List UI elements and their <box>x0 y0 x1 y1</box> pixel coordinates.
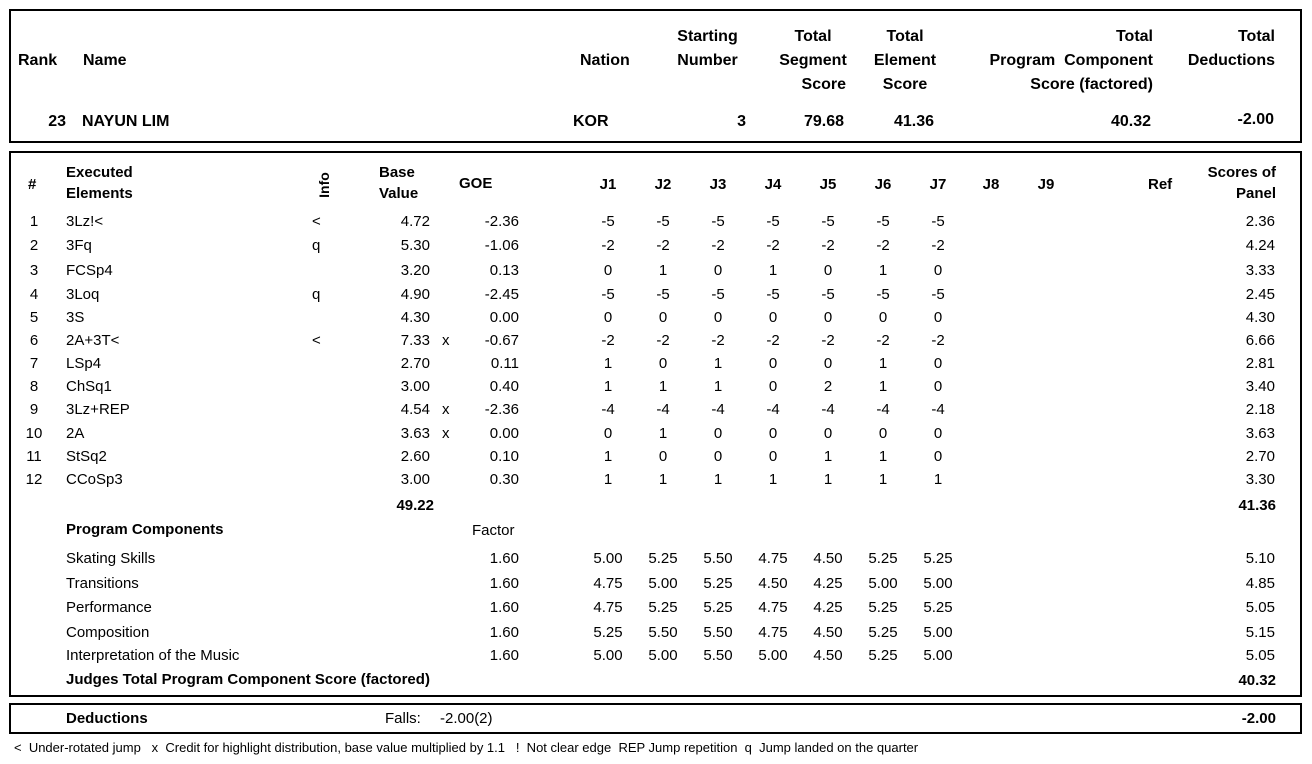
element-number: 9 <box>29 401 39 418</box>
deductions-box <box>9 703 1302 734</box>
component-judge-score: 5.00 <box>593 647 623 664</box>
element-judge-score: 0 <box>768 425 778 442</box>
element-judge-score: 1 <box>713 355 723 372</box>
component-judge-score: 5.25 <box>923 599 953 616</box>
element-judge-score: 1 <box>658 425 668 442</box>
element-code: FCSp4 <box>66 262 113 279</box>
element-judge-score: -5 <box>656 286 670 303</box>
element-base-value: 5.30 <box>400 237 430 254</box>
element-judge-score: 1 <box>933 471 943 488</box>
element-judge-score: 0 <box>823 355 833 372</box>
element-info: < <box>312 213 321 230</box>
element-judge-score: -2 <box>656 237 670 254</box>
element-code: 2A+3T< <box>66 332 120 349</box>
element-judge-score: -5 <box>656 213 670 230</box>
element-goe: -2.36 <box>484 213 519 230</box>
total-segment-score-label <box>758 25 868 97</box>
element-judge-score: -4 <box>876 401 890 418</box>
element-judge-score: 1 <box>603 448 613 465</box>
ded-label-line2: Deductions <box>1187 52 1275 69</box>
component-judge-score: 5.25 <box>703 575 733 592</box>
element-code: LSp4 <box>66 355 102 372</box>
total-segment-score-value: 79.68 <box>803 113 844 130</box>
element-panel-score: 4.30 <box>1245 309 1275 326</box>
element-judge-score: -2 <box>876 332 890 349</box>
element-judge-score: 0 <box>713 448 723 465</box>
element-number: 1 <box>29 213 39 230</box>
element-judge-score: 0 <box>713 309 723 326</box>
element-judge-score: 1 <box>713 471 723 488</box>
total-element-score-label <box>855 25 955 97</box>
starting-label-line2: Number <box>677 52 738 69</box>
component-panel-score: 5.10 <box>1245 550 1275 567</box>
element-judge-score: 1 <box>878 355 888 372</box>
component-name: Skating Skills <box>66 550 156 567</box>
element-code: 3S <box>66 309 85 326</box>
element-bonus-mark: x <box>442 425 450 442</box>
component-panel-score: 5.15 <box>1245 624 1275 641</box>
element-goe: -1.06 <box>484 237 519 254</box>
component-factor: 1.60 <box>489 647 519 664</box>
element-panel-score: 2.36 <box>1245 213 1275 230</box>
component-judge-score: 5.25 <box>868 624 898 641</box>
element-goe: -0.67 <box>484 332 519 349</box>
element-code: StSq2 <box>66 448 107 465</box>
element-code: ChSq1 <box>66 378 112 395</box>
ded-label-line1: Total <box>1237 28 1275 45</box>
element-number: 12 <box>25 471 43 488</box>
falls-label: Falls: <box>385 710 421 727</box>
tes-label-line2: Element <box>873 52 937 69</box>
element-judge-score: -4 <box>931 401 945 418</box>
element-base-value: 4.72 <box>400 213 430 230</box>
element-judge-score: 0 <box>823 309 833 326</box>
nation-label: Nation <box>580 52 630 69</box>
component-judge-score: 5.50 <box>648 624 678 641</box>
component-judge-score: 5.00 <box>593 550 623 567</box>
judge-header-1: J1 <box>599 176 617 193</box>
component-judge-score: 5.25 <box>923 550 953 567</box>
element-judge-score: 1 <box>768 262 778 279</box>
tss-label-line2: Segment <box>779 52 847 69</box>
element-goe: -2.36 <box>484 401 519 418</box>
component-name: Transitions <box>66 575 139 592</box>
element-judge-score: 1 <box>603 355 613 372</box>
element-judge-score: -4 <box>656 401 670 418</box>
component-judge-score: 4.75 <box>593 599 623 616</box>
element-judge-score: 1 <box>878 471 888 488</box>
component-name: Composition <box>66 624 150 641</box>
element-judge-score: 1 <box>878 378 888 395</box>
tss-label-line1: Total <box>794 28 832 45</box>
element-judge-score: 0 <box>713 262 723 279</box>
element-judge-score: 0 <box>933 378 943 395</box>
element-base-value: 3.00 <box>400 471 430 488</box>
element-judge-score: -2 <box>766 332 780 349</box>
rank-value: 23 <box>48 113 66 130</box>
element-goe: 0.10 <box>489 448 519 465</box>
element-judge-score: 0 <box>768 378 778 395</box>
element-judge-score: 0 <box>603 262 613 279</box>
judge-header-7: J7 <box>929 176 947 193</box>
element-judge-score: -4 <box>821 401 835 418</box>
component-judge-score: 4.75 <box>758 550 788 567</box>
col-panel-label <box>1180 162 1276 204</box>
element-judge-score: -2 <box>656 332 670 349</box>
component-judge-score: 4.50 <box>813 550 843 567</box>
element-judge-score: 0 <box>658 355 668 372</box>
starting-label-line1: Starting <box>677 28 738 45</box>
component-judge-score: 4.75 <box>758 624 788 641</box>
element-code: 3Lz!< <box>66 213 104 230</box>
falls-value: -2.00(2) <box>440 710 493 727</box>
element-goe: 0.40 <box>489 378 519 395</box>
element-judge-score: 0 <box>878 425 888 442</box>
base-line1: Base <box>379 164 415 181</box>
element-code: 3Lz+REP <box>66 401 130 418</box>
element-judge-score: 1 <box>823 448 833 465</box>
component-judge-score: 5.00 <box>758 647 788 664</box>
panel-line1: Scores of <box>1207 164 1276 181</box>
component-judge-score: 4.25 <box>813 599 843 616</box>
element-number: 6 <box>29 332 39 349</box>
element-number: 5 <box>29 309 39 326</box>
element-code: 2A <box>66 425 85 442</box>
element-panel-score: 2.70 <box>1245 448 1275 465</box>
element-number: 10 <box>25 425 43 442</box>
element-goe: 0.00 <box>489 425 519 442</box>
element-judge-score: -2 <box>766 237 780 254</box>
starting-number-label <box>660 25 755 73</box>
pcs-label-line1: Total <box>1115 28 1153 45</box>
element-judge-score: 0 <box>658 448 668 465</box>
judge-header-4: J4 <box>764 176 782 193</box>
element-judge-score: 1 <box>878 448 888 465</box>
element-judge-score: 0 <box>933 425 943 442</box>
element-judge-score: -5 <box>601 286 615 303</box>
element-code: 3Fq <box>66 237 92 254</box>
element-number: 3 <box>29 262 39 279</box>
judge-header-6: J6 <box>874 176 892 193</box>
component-judge-score: 5.00 <box>923 624 953 641</box>
element-base-value: 7.33 <box>400 332 430 349</box>
pcs-label-line2: Program Component <box>989 52 1153 69</box>
judge-header-3: J3 <box>709 176 727 193</box>
total-pcs-value: 40.32 <box>1110 113 1151 130</box>
total-element-score-value: 41.36 <box>893 113 934 130</box>
element-number: 11 <box>26 448 42 465</box>
element-panel-score: 3.63 <box>1245 425 1275 442</box>
judge-header-8: J8 <box>982 176 1000 193</box>
element-judge-score: 1 <box>603 471 613 488</box>
component-panel-score: 5.05 <box>1245 599 1275 616</box>
component-judge-score: 5.50 <box>703 550 733 567</box>
component-judge-score: 4.50 <box>813 624 843 641</box>
deductions-total: -2.00 <box>1241 710 1276 727</box>
component-judge-score: 5.25 <box>648 550 678 567</box>
element-judge-score: 0 <box>933 355 943 372</box>
tss-label-line3: Score <box>801 76 846 93</box>
element-code: 3Loq <box>66 286 100 303</box>
element-judge-score: 0 <box>603 309 613 326</box>
element-judge-score: -2 <box>821 332 835 349</box>
element-panel-score: 2.45 <box>1245 286 1275 303</box>
element-judge-score: -2 <box>601 332 615 349</box>
element-judge-score: -5 <box>876 213 890 230</box>
component-judge-score: 5.00 <box>648 575 678 592</box>
element-judge-score: -2 <box>876 237 890 254</box>
component-name: Interpretation of the Music <box>66 647 240 664</box>
deductions-label: Deductions <box>66 710 148 727</box>
element-panel-score: 4.24 <box>1245 237 1275 254</box>
element-judge-score: -5 <box>876 286 890 303</box>
total-pcs-label <box>960 25 1153 97</box>
element-judge-score: -5 <box>601 213 615 230</box>
col-info-label: Info <box>316 172 332 198</box>
element-judge-score: 1 <box>603 378 613 395</box>
element-base-value: 4.30 <box>400 309 430 326</box>
element-judge-score: -5 <box>931 213 945 230</box>
component-judge-score: 5.25 <box>703 599 733 616</box>
col-goe-label: GOE <box>459 175 493 192</box>
element-judge-score: 1 <box>658 262 668 279</box>
component-judge-score: 5.50 <box>703 647 733 664</box>
base-line2: Value <box>379 185 419 202</box>
tes-label-line3: Score <box>882 76 928 93</box>
element-judge-score: 0 <box>933 448 943 465</box>
element-judge-score: -5 <box>711 213 725 230</box>
component-judge-score: 4.50 <box>758 575 788 592</box>
col-num-label: # <box>28 176 37 193</box>
element-judge-score: 0 <box>933 309 943 326</box>
factor-label: Factor <box>472 522 515 539</box>
element-judge-score: -4 <box>601 401 615 418</box>
element-judge-score: -5 <box>821 286 835 303</box>
element-panel-score: 3.40 <box>1245 378 1275 395</box>
name-label: Name <box>83 52 127 69</box>
tes-label-line1: Total <box>886 28 924 45</box>
legend-text: < Under-rotated jump x Credit for highlight distribution, base value multiplied by 1.1 ! Not clear edge REP Jump repetition q Jump landed on the quarter <box>14 740 919 755</box>
component-judge-score: 5.25 <box>648 599 678 616</box>
element-judge-score: -2 <box>711 237 725 254</box>
element-judge-score: 0 <box>768 309 778 326</box>
element-judge-score: -2 <box>711 332 725 349</box>
element-panel-score: 6.66 <box>1245 332 1275 349</box>
element-goe: 0.00 <box>489 309 519 326</box>
element-judge-score: -2 <box>601 237 615 254</box>
component-judge-score: 4.75 <box>758 599 788 616</box>
element-judge-score: 2 <box>823 378 833 395</box>
element-judge-score: -2 <box>821 237 835 254</box>
element-base-value: 4.54 <box>400 401 430 418</box>
element-judge-score: 1 <box>658 378 668 395</box>
nation-value: KOR <box>573 113 609 130</box>
element-number: 2 <box>29 237 39 254</box>
element-number: 4 <box>29 286 39 303</box>
element-judge-score: 0 <box>603 425 613 442</box>
element-number: 8 <box>29 378 39 395</box>
component-judge-score: 5.00 <box>868 575 898 592</box>
component-factor: 1.60 <box>489 550 519 567</box>
element-judge-score: -4 <box>766 401 780 418</box>
element-judge-score: 0 <box>878 309 888 326</box>
component-judge-score: 4.25 <box>813 575 843 592</box>
element-info: q <box>312 237 321 254</box>
panel-line2: Panel <box>1235 185 1276 202</box>
component-judge-score: 5.25 <box>868 599 898 616</box>
element-base-value: 2.60 <box>400 448 430 465</box>
element-judge-score: 1 <box>768 471 778 488</box>
element-judge-score: -5 <box>766 213 780 230</box>
total-deductions-label <box>1170 25 1275 73</box>
element-info: < <box>312 332 321 349</box>
element-base-value: 2.70 <box>400 355 430 372</box>
element-panel-score: 3.30 <box>1245 471 1275 488</box>
executed-line1: Executed <box>66 164 133 181</box>
element-judge-score: -2 <box>931 332 945 349</box>
component-panel-score: 5.05 <box>1245 647 1275 664</box>
element-goe: 0.13 <box>489 262 519 279</box>
element-number: 7 <box>29 355 39 372</box>
element-judge-score: 1 <box>713 378 723 395</box>
col-base-label <box>379 162 418 204</box>
element-judge-score: -5 <box>931 286 945 303</box>
col-executed-label <box>66 162 133 204</box>
rank-label: Rank <box>18 52 58 69</box>
component-panel-score: 4.85 <box>1245 575 1275 592</box>
component-factor: 1.60 <box>489 624 519 641</box>
element-panel-score: 2.18 <box>1245 401 1275 418</box>
component-name: Performance <box>66 599 152 616</box>
element-judge-score: 0 <box>768 355 778 372</box>
col-ref-label: Ref <box>1148 176 1173 193</box>
component-factor: 1.60 <box>489 575 519 592</box>
component-factor: 1.60 <box>489 599 519 616</box>
element-judge-score: -5 <box>711 286 725 303</box>
elements-total-base: 49.22 <box>396 497 434 514</box>
element-goe: 0.30 <box>489 471 519 488</box>
element-code: CCoSp3 <box>66 471 123 488</box>
program-components-heading: Program Components <box>66 521 224 538</box>
element-judge-score: -5 <box>821 213 835 230</box>
element-judge-score: 0 <box>823 262 833 279</box>
judges-total-pcs-label: Judges Total Program Component Score (factored) <box>66 671 430 688</box>
skater-name: NAYUN LIM <box>82 113 170 130</box>
component-judge-score: 5.25 <box>868 550 898 567</box>
element-base-value: 3.00 <box>400 378 430 395</box>
judge-header-5: J5 <box>819 176 837 193</box>
component-judge-score: 5.00 <box>923 647 953 664</box>
element-goe: 0.11 <box>490 355 519 372</box>
component-judge-score: 5.25 <box>593 624 623 641</box>
judges-total-pcs-value: 40.32 <box>1238 672 1276 689</box>
element-bonus-mark: x <box>442 332 450 349</box>
component-judge-score: 5.50 <box>703 624 733 641</box>
element-bonus-mark: x <box>442 401 450 418</box>
judge-header-2: J2 <box>654 176 672 193</box>
component-judge-score: 5.00 <box>648 647 678 664</box>
element-judge-score: 0 <box>713 425 723 442</box>
total-deductions-value: -2.00 <box>1237 111 1274 128</box>
judge-header-9: J9 <box>1037 176 1055 193</box>
pcs-label-line3: Score (factored) <box>1030 76 1153 93</box>
element-panel-score: 3.33 <box>1245 262 1275 279</box>
element-judge-score: -5 <box>766 286 780 303</box>
element-judge-score: 1 <box>658 471 668 488</box>
component-judge-score: 4.75 <box>593 575 623 592</box>
element-goe: -2.45 <box>484 286 519 303</box>
element-judge-score: -4 <box>711 401 725 418</box>
element-base-value: 3.63 <box>400 425 430 442</box>
component-judge-score: 5.25 <box>868 647 898 664</box>
element-panel-score: 2.81 <box>1245 355 1275 372</box>
executed-line2: Elements <box>66 185 133 202</box>
element-info: q <box>312 286 321 303</box>
elements-total-panel: 41.36 <box>1238 497 1276 514</box>
element-judge-score: 0 <box>658 309 668 326</box>
element-judge-score: 0 <box>933 262 943 279</box>
element-base-value: 3.20 <box>400 262 430 279</box>
element-base-value: 4.90 <box>400 286 430 303</box>
element-judge-score: 1 <box>823 471 833 488</box>
element-judge-score: -2 <box>931 237 945 254</box>
element-judge-score: 1 <box>878 262 888 279</box>
component-judge-score: 5.00 <box>923 575 953 592</box>
starting-number-value: 3 <box>737 113 746 130</box>
element-judge-score: 0 <box>768 448 778 465</box>
component-judge-score: 4.50 <box>813 647 843 664</box>
element-judge-score: 0 <box>823 425 833 442</box>
